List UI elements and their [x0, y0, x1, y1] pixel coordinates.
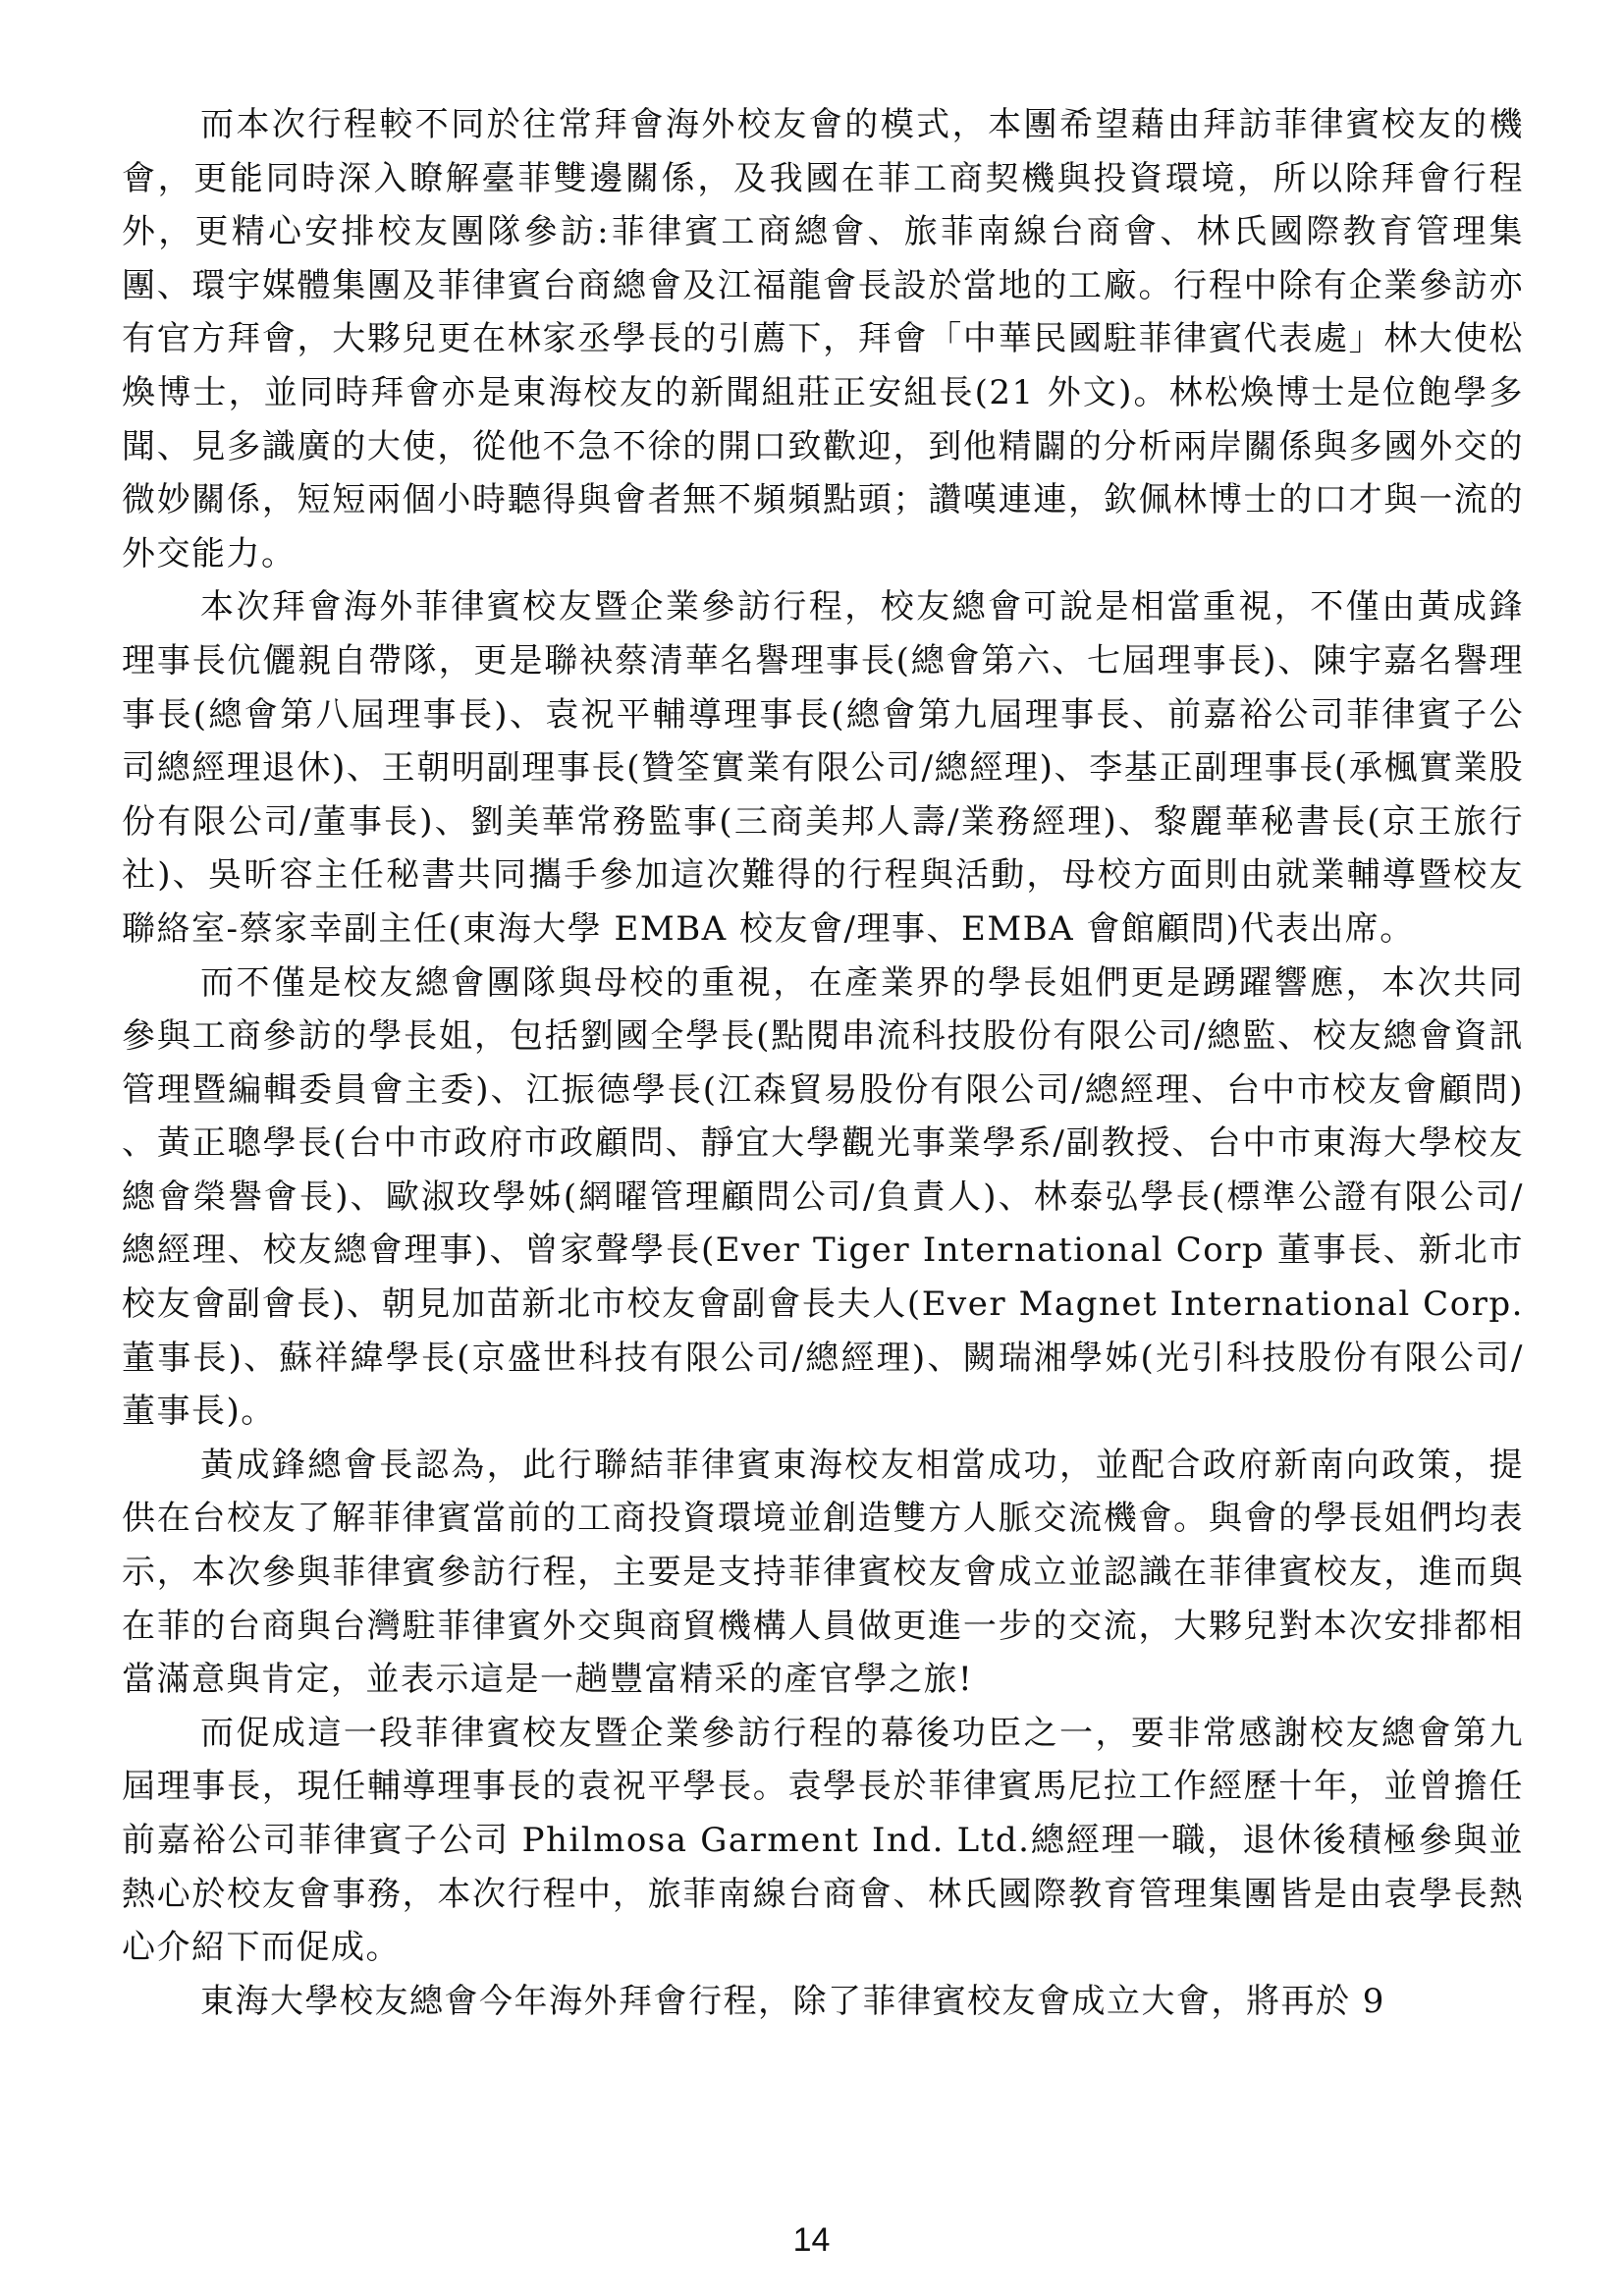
paragraph: 而促成這一段菲律賓校友暨企業參訪行程的幕後功臣之一，要非常感謝校友總會第九屆理事長，現任輔導理事長的袁祝平學長。袁學長於菲律賓馬尼拉工作經歷十年，並曾擔任前嘉裕公司菲律賓子公司 Philmosa Garment Ind. Ltd.總經理一職，退休後積極參與並熱心於校友會事務，本次行程中，旅菲南線台商會、林氏國際教育管理集團皆是由袁學長熱心介紹下而促成。	[122, 1713, 1524, 1968]
paragraph: 而不僅是校友總會團隊與母校的重視，在產業界的學長姐們更是踴躍響應，本次共同參與工商參訪的學長姐，包括劉國全學長(點閱串流科技股份有限公司/總監、校友總會資訊管理暨編輯委員會主委)、江振德學長(江森貿易股份有限公司/總經理、台中市校友會顧問) 、黃正聰學長(台中市政府市政顧問、靜宜大學觀光事業學系/副教授、台中市東海大學校友總會榮譽會長)、歐淑玫學姊(網曜管理顧問公司/負責人)、林泰弘學長(標準公證有限公司/總經理、校友總會理事)、曾家聲學長(Ever Tiger International Corp 董事長、新北市校友會副會長)、朝見加苗新北市校友會副會長夫人(Ever Magnet International Corp.董事長)、蘇祥緯學長(京盛世科技有限公司/總經理)、闕瑞湘學姊(光引科技股份有限公司/董事長)。	[122, 962, 1524, 1432]
article-body	[122, 98, 1524, 2028]
page-number: 14	[792, 2221, 831, 2259]
paragraph: 而本次行程較不同於往常拜會海外校友會的模式，本團希望藉由拜訪菲律賓校友的機會，更能同時深入瞭解臺菲雙邊關係，及我國在菲工商契機與投資環境，所以除拜會行程外，更精心安排校友團隊參訪:菲律賓工商總會、旅菲南線台商會、林氏國際教育管理集團、環宇媒體集團及菲律賓台商總會及江福龍會長設於當地的工廠。行程中除有企業參訪亦有官方拜會，大夥兒更在林家丞學長的引薦下，拜會「中華民國駐菲律賓代表處」林大使松煥博士，並同時拜會亦是東海校友的新聞組莊正安組長(21 外文)。林松煥博士是位飽學多聞、見多識廣的大使，從他不急不徐的開口致歡迎，到他精闢的分析兩岸關係與多國外交的微妙關係，短短兩個小時聽得與會者無不頻頻點頭；讚嘆連連，欽佩林博士的口才與一流的外交能力。	[122, 105, 1524, 574]
paragraph: 本次拜會海外菲律賓校友暨企業參訪行程，校友總會可說是相當重視，不僅由黃成鋒理事長伉儷親自帶隊，更是聯袂蔡清華名譽理事長(總會第六、七屆理事長)、陳宇嘉名譽理事長(總會第八屆理事長)、袁祝平輔導理事長(總會第九屆理事長、前嘉裕公司菲律賓子公司總經理退休)、王朝明副理事長(贊筌實業有限公司/總經理)、李基正副理事長(承楓實業股份有限公司/董事長)、劉美華常務監事(三商美邦人壽/業務經理)、黎麗華秘書長(京王旅行社)、吳昕容主任秘書共同攜手參加這次難得的行程與活動，母校方面則由就業輔導暨校友聯絡室-蔡家幸副主任(東海大學 EMBA 校友會/理事、EMBA 會館顧問)代表出席。	[122, 587, 1524, 949]
paragraph: 黃成鋒總會長認為，此行聯結菲律賓東海校友相當成功，並配合政府新南向政策，提供在台校友了解菲律賓當前的工商投資環境並創造雙方人脈交流機會。與會的學長姐們均表示，本次參與菲律賓參訪行程，主要是支持菲律賓校友會成立並認識在菲律賓校友，進而與在菲的台商與台灣駐菲律賓外交與商貿機構人員做更進一步的交流，大夥兒對本次安排都相當滿意與肯定，並表示這是一趟豐富精采的產官學之旅!	[122, 1445, 1524, 1700]
paragraph: 東海大學校友總會今年海外拜會行程，除了菲律賓校友會成立大會，將再於 9	[200, 1981, 1385, 2021]
